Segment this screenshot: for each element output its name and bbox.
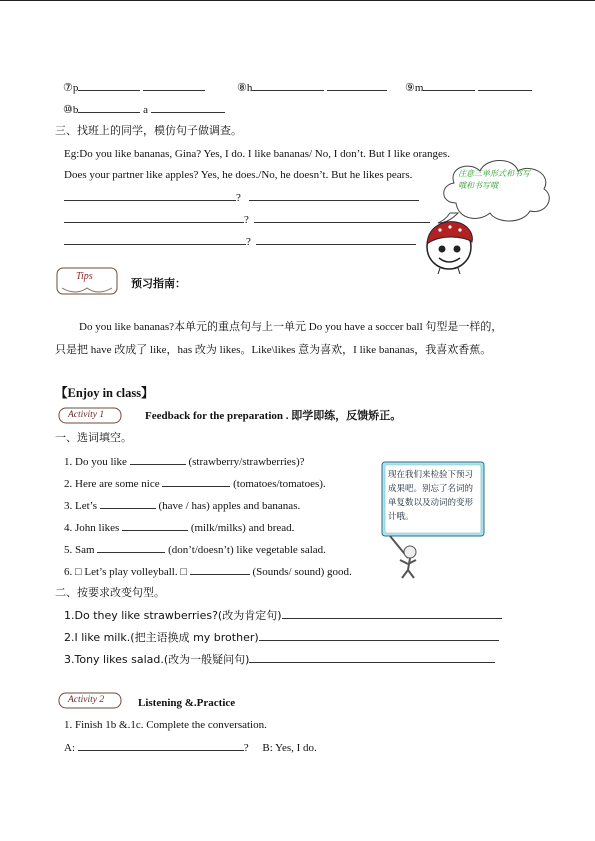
section-3-title: 三、找班上的同学，模仿句子做调查。 [55, 124, 242, 137]
item-number: ⑦ [63, 82, 73, 94]
blank-row-1b [237, 80, 387, 95]
answer-blank[interactable] [478, 80, 532, 91]
cartoon-face-icon [420, 216, 478, 274]
answer-blank[interactable] [327, 80, 387, 91]
activity-1-badge-label: Activity 1 [68, 410, 105, 420]
word-start-letter: a [143, 104, 149, 116]
example-sentence-1: Eg:Do you like bananas, Gina? Yes, I do. I like bananas/ No, I don’t. But I like oranges. [64, 148, 450, 160]
fill-item: 1. Do you like (strawberry/strawberries)? [64, 456, 305, 468]
item-number: ⑨ [405, 82, 415, 94]
answer-blank[interactable] [259, 630, 499, 641]
blank-row-1 [63, 80, 205, 95]
question-mark: ? [246, 236, 251, 248]
word-start-letter: m [414, 82, 424, 94]
answer-blank[interactable] [423, 80, 475, 91]
fill-item: 3. Let’s (have / has) apples and bananas. [64, 500, 301, 512]
conversation-line: A: ? B: Yes, I do. [64, 742, 317, 754]
survey-line-2 [64, 212, 430, 227]
item-number: ⑩ [63, 104, 73, 116]
tips-paragraph-line-1: Do you like bananas?本单元的重点句与上一单元 Do you have a soccer ball 句型是一样的， [79, 321, 503, 333]
answer-blank[interactable] [64, 190, 236, 201]
fill-item: 2. Here are some nice (tomatoes/tomatoes). [64, 478, 326, 490]
answer-blank[interactable] [162, 476, 230, 487]
word-start-letter: h [246, 82, 253, 94]
blank-row-1c [405, 80, 532, 95]
tips-badge-label: Tips [76, 271, 93, 282]
answer-blank[interactable] [143, 80, 205, 91]
question-mark: ? [236, 192, 241, 204]
word-start-letter: p [72, 82, 79, 94]
blank-row-2 [63, 102, 225, 117]
question-mark: ? [244, 214, 249, 226]
answer-blank[interactable] [190, 564, 250, 575]
activity-1-sub-2: 二、按要求改变句型。 [55, 586, 165, 599]
answer-blank[interactable] [130, 454, 186, 465]
answer-blank[interactable] [78, 80, 140, 91]
transform-item: 2.I like milk.(把主语换成 my brother) [64, 630, 499, 645]
tips-paragraph-line-2: 只是把 have 改成了 like，has 改为 likes。Like\likes 意为喜欢，I like bananas，我喜欢香蕉。 [55, 344, 492, 356]
activity-2-title: Listening &.Practice [138, 697, 236, 709]
page-top-rule [0, 0, 595, 1]
answer-blank[interactable] [97, 542, 165, 553]
tips-title: 预习指南： [131, 277, 186, 290]
answer-blank[interactable] [252, 80, 324, 91]
activity-1-title: Feedback for the preparation . 即学即练，反馈矫正。 [145, 410, 402, 422]
transform-item: 1.Do they like strawberries?(改为肯定句) [64, 608, 502, 623]
sign-message: 现在我们来检验下预习成果吧。别忘了名词的单复数以及动词的变形计哦。 [388, 470, 474, 522]
fill-item: 4. John likes (milk/milks) and bread. [64, 522, 295, 534]
answer-blank[interactable] [122, 520, 188, 531]
activity-2-instruction: 1. Finish 1b &.1c. Complete the conversation. [64, 719, 267, 731]
activity-2-badge-label: Activity 2 [68, 695, 105, 705]
answer-blank[interactable] [151, 102, 225, 113]
survey-line-1 [64, 190, 419, 205]
answer-blank[interactable] [64, 234, 246, 245]
fill-item: 5. Sam (don’t/doesn’t) like vegetable salad. [64, 544, 326, 556]
answer-blank[interactable] [256, 234, 416, 245]
answer-blank[interactable] [254, 212, 430, 223]
answer-blank[interactable] [78, 740, 244, 751]
enjoy-in-class-heading: 【Enjoy in class】 [55, 386, 154, 400]
answer-blank[interactable] [249, 190, 419, 201]
word-start-letter: b [72, 104, 79, 116]
example-sentence-2: Does your partner like apples? Yes, he does./No, he doesn’t. But he likes pears. [64, 169, 413, 181]
transform-item: 3.Tony likes salad.(改为一般疑问句) [64, 652, 495, 667]
answer-blank[interactable] [282, 608, 502, 619]
callout-note: 注意三单形式和书写哦和书写哦 [458, 169, 530, 190]
answer-blank[interactable] [100, 498, 156, 509]
survey-line-3 [64, 234, 416, 249]
activity-1-sub-1: 一、选词填空。 [55, 431, 132, 444]
answer-blank[interactable] [78, 102, 140, 113]
answer-blank[interactable] [64, 212, 244, 223]
item-number: ⑧ [237, 82, 247, 94]
answer-blank[interactable] [249, 652, 495, 663]
fill-item: 6. □ Let’s play volleyball. □ (Sounds/ sound) good. [64, 566, 352, 578]
